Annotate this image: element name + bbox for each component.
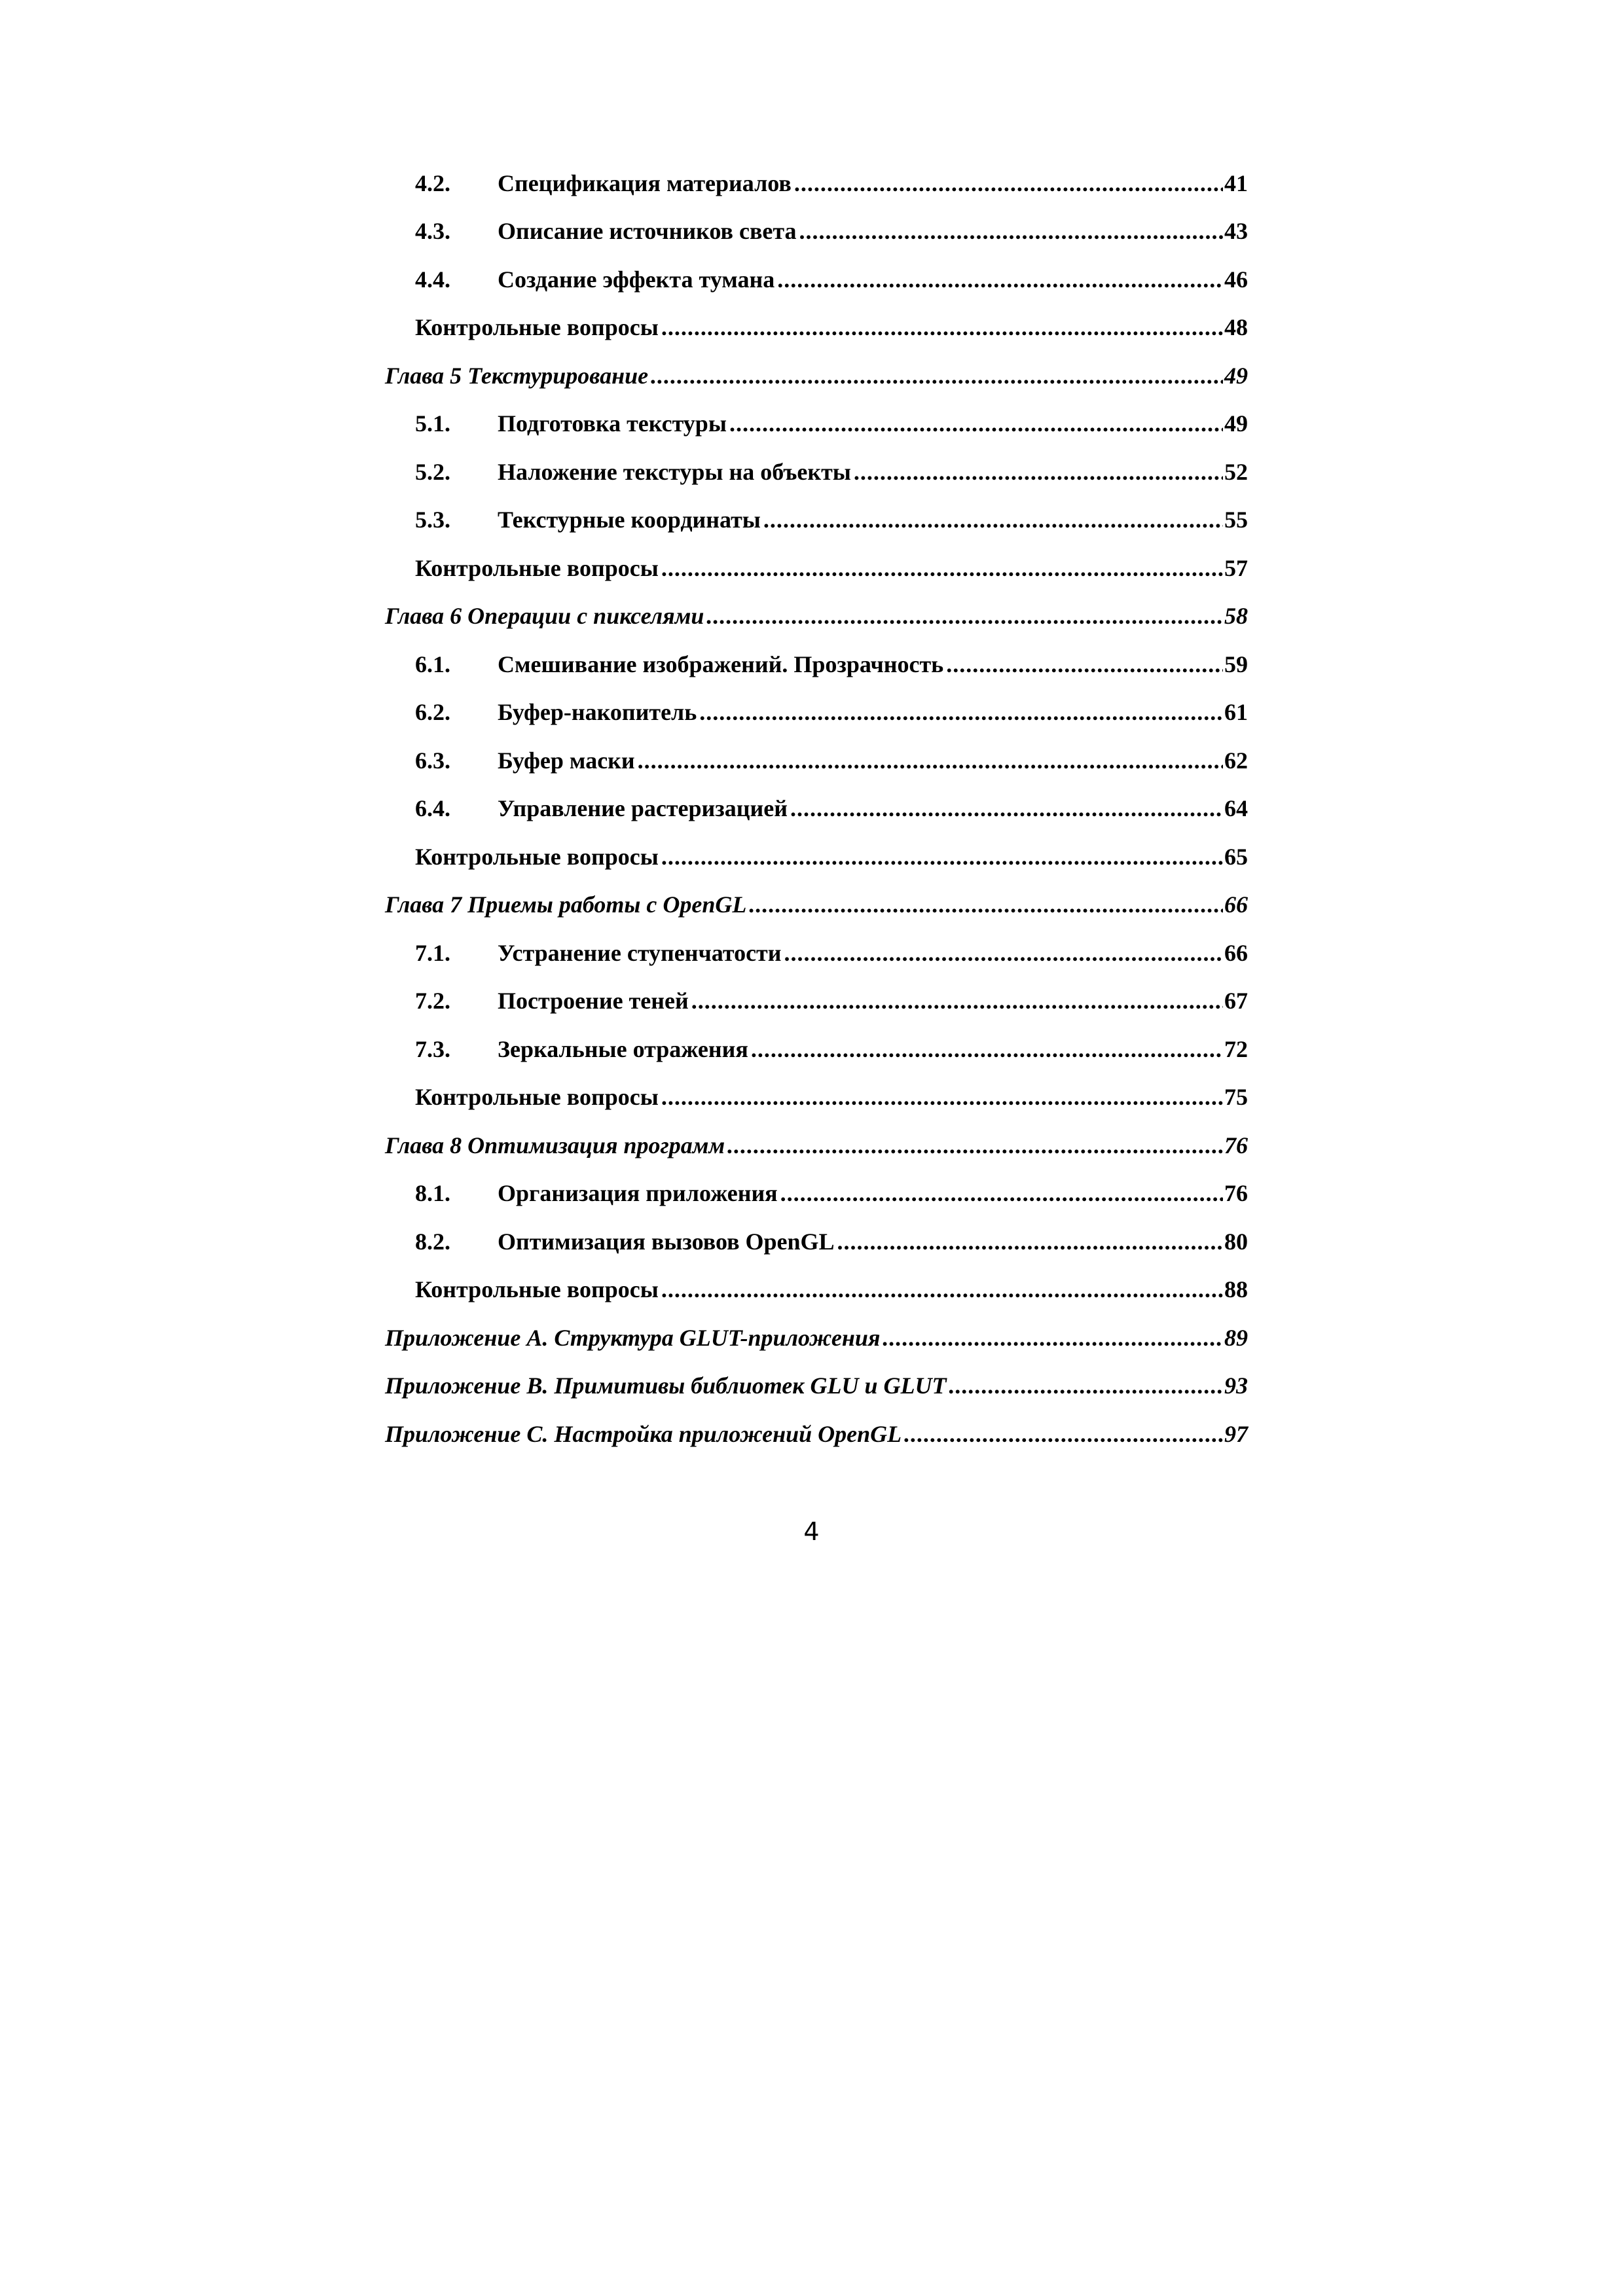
- toc-entry-title: Глава 7 Приемы работы с OpenGL: [385, 891, 747, 918]
- toc-entry-title: Контрольные вопросы: [415, 843, 659, 870]
- toc-entry-line: [385, 1278, 1248, 1305]
- toc-section-number: 4.2.: [415, 170, 450, 196]
- toc-entry-line: [385, 653, 1248, 680]
- dot-leader: [661, 556, 1223, 580]
- toc-page-number: 88: [1224, 1276, 1248, 1302]
- dot-leader: [638, 749, 1223, 772]
- toc-page-number: 72: [1224, 1035, 1248, 1062]
- toc-section-entry[interactable]: [385, 488, 1248, 536]
- toc-entry-line: [385, 797, 1248, 824]
- toc-page-number: 43: [1224, 218, 1248, 244]
- toc-entry-title: Контрольные вопросы: [415, 314, 659, 340]
- toc-page-number: 46: [1224, 266, 1248, 293]
- toc-page-number: 62: [1224, 747, 1248, 774]
- toc-entry-title: Контрольные вопросы: [415, 1276, 659, 1302]
- toc-page-number: 49: [1224, 410, 1248, 437]
- toc-entry-line: [385, 1374, 1248, 1401]
- toc-page-number: 58: [1224, 603, 1248, 629]
- toc-section-number: 8.2.: [415, 1228, 450, 1255]
- toc-section-entry[interactable]: [385, 199, 1248, 247]
- toc-page-number: 66: [1224, 891, 1248, 918]
- toc-section-number: 5.2.: [415, 458, 450, 485]
- toc-section-number: 5.1.: [415, 410, 450, 437]
- toc-entry-title: Создание эффекта тумана: [498, 266, 775, 293]
- toc-entry-line: [385, 268, 1248, 295]
- toc-page-number: 57: [1224, 554, 1248, 581]
- toc-page-number: 61: [1224, 699, 1248, 725]
- dot-leader: [661, 1278, 1223, 1301]
- toc-page-number: 67: [1224, 988, 1248, 1014]
- dot-leader: [904, 1422, 1223, 1446]
- dot-leader: [763, 508, 1223, 531]
- toc-entry-title: Буфер-накопитель: [498, 699, 697, 725]
- page-number: 4: [803, 1517, 820, 1546]
- toc-section-entry[interactable]: [385, 776, 1248, 825]
- toc-section-entry[interactable]: [385, 439, 1248, 488]
- toc-entry-line: [385, 893, 1248, 920]
- toc-page-number: 89: [1224, 1324, 1248, 1351]
- toc-page-number: 66: [1224, 939, 1248, 966]
- toc-review-entry[interactable]: [385, 1257, 1248, 1306]
- toc-section-entry[interactable]: [385, 680, 1248, 728]
- toc-entry-title: Глава 6 Операции с пикселями: [385, 603, 704, 629]
- toc-section-entry[interactable]: [385, 1161, 1248, 1210]
- toc-entry-title: Зеркальные отражения: [498, 1035, 748, 1062]
- toc-chapter-entry[interactable]: [385, 1401, 1248, 1450]
- toc-entry-line: [385, 989, 1248, 1016]
- toc-entry-title: Смешивание изображений. Прозрачность: [498, 651, 944, 677]
- toc-entry-title: Подготовка текстуры: [498, 410, 727, 437]
- toc-entry-line: [385, 1181, 1248, 1209]
- toc-page-number: 76: [1224, 1132, 1248, 1158]
- dot-leader: [949, 1374, 1223, 1397]
- dot-leader: [661, 1085, 1223, 1109]
- toc-entry-line: [385, 171, 1248, 199]
- toc-chapter-entry[interactable]: [385, 584, 1248, 632]
- toc-page-number: 65: [1224, 843, 1248, 870]
- toc-section-entry[interactable]: [385, 1209, 1248, 1257]
- dot-leader: [883, 1326, 1223, 1350]
- toc-entry-line: [385, 941, 1248, 969]
- toc-review-entry[interactable]: [385, 1065, 1248, 1113]
- dot-leader: [837, 1230, 1223, 1253]
- toc-section-number: 8.1.: [415, 1180, 450, 1206]
- toc-section-number: 6.2.: [415, 699, 450, 725]
- toc-entry-line: [385, 460, 1248, 488]
- toc-entry-title: Глава 5 Текстурирование: [385, 362, 649, 389]
- toc-section-entry[interactable]: [385, 920, 1248, 969]
- toc-entry-line: [385, 1422, 1248, 1450]
- dot-leader: [799, 219, 1224, 243]
- table-of-contents: [385, 151, 1248, 1450]
- dot-leader: [794, 171, 1223, 195]
- toc-review-entry[interactable]: [385, 295, 1248, 344]
- dot-leader: [784, 941, 1223, 965]
- toc-chapter-entry[interactable]: [385, 872, 1248, 921]
- dot-leader: [946, 653, 1223, 676]
- toc-entry-line: [385, 364, 1248, 391]
- toc-entry-title: Описание источников света: [498, 218, 797, 244]
- toc-entry-title: Контрольные вопросы: [415, 1084, 659, 1110]
- dot-leader: [729, 412, 1223, 435]
- toc-entry-line: [385, 1037, 1248, 1065]
- toc-section-number: 4.4.: [415, 266, 450, 293]
- toc-entry-title: Контрольные вопросы: [415, 554, 659, 581]
- toc-entry-line: [385, 315, 1248, 343]
- toc-page-number: 41: [1224, 170, 1248, 196]
- toc-entry-title: Организация приложения: [498, 1180, 778, 1206]
- toc-entry-line: [385, 700, 1248, 728]
- toc-page-number: 80: [1224, 1228, 1248, 1255]
- toc-section-entry[interactable]: [385, 969, 1248, 1017]
- toc-entry-line: [385, 219, 1248, 247]
- toc-section-entry[interactable]: [385, 728, 1248, 776]
- toc-entry-title: Текстурные координаты: [498, 507, 761, 533]
- toc-entry-line: [385, 1085, 1248, 1113]
- toc-chapter-entry[interactable]: [385, 1354, 1248, 1402]
- dot-leader: [651, 364, 1223, 387]
- toc-entry-title: Приложение C. Настройка приложений OpenGL: [385, 1420, 902, 1447]
- toc-entry-line: [385, 508, 1248, 535]
- dot-leader: [777, 268, 1223, 291]
- dot-leader: [699, 700, 1223, 724]
- toc-entry-title: Построение теней: [498, 988, 689, 1014]
- dot-leader: [751, 1037, 1223, 1061]
- toc-page-number: 76: [1224, 1180, 1248, 1206]
- toc-section-number: 6.1.: [415, 651, 450, 677]
- toc-section-number: 7.3.: [415, 1035, 450, 1062]
- toc-page-number: 97: [1224, 1420, 1248, 1447]
- toc-page-number: 75: [1224, 1084, 1248, 1110]
- toc-page-number: 59: [1224, 651, 1248, 677]
- toc-section-number: 5.3.: [415, 507, 450, 533]
- dot-leader: [661, 315, 1223, 339]
- toc-section-number: 7.2.: [415, 988, 450, 1014]
- toc-entry-title: Приложение B. Примитивы библиотек GLU и GLUT: [385, 1372, 947, 1399]
- toc-entry-title: Устранение ступенчатости: [498, 939, 782, 966]
- toc-entry-title: Приложение A. Структура GLUT-приложения: [385, 1324, 881, 1351]
- dot-leader: [780, 1181, 1223, 1205]
- toc-entry-title: Наложение текстуры на объекты: [498, 458, 851, 485]
- toc-section-number: 4.3.: [415, 218, 450, 244]
- dot-leader: [854, 460, 1223, 484]
- toc-review-entry[interactable]: [385, 535, 1248, 584]
- toc-page-number: 48: [1224, 314, 1248, 340]
- toc-chapter-entry[interactable]: [385, 1113, 1248, 1161]
- toc-entry-line: [385, 1326, 1248, 1354]
- toc-section-entry[interactable]: [385, 632, 1248, 680]
- toc-entry-title: Спецификация материалов: [498, 170, 792, 196]
- toc-entry-line: [385, 1134, 1248, 1161]
- toc-entry-line: [385, 845, 1248, 872]
- toc-entry-line: [385, 1230, 1248, 1257]
- toc-entry-title: Оптимизация вызовов OpenGL: [498, 1228, 835, 1255]
- dot-leader: [706, 604, 1223, 628]
- dot-leader: [727, 1134, 1223, 1157]
- toc-entry-line: [385, 556, 1248, 584]
- toc-entry-title: Управление растеризацией: [498, 795, 788, 821]
- toc-section-entry[interactable]: [385, 1016, 1248, 1065]
- toc-chapter-entry[interactable]: [385, 343, 1248, 391]
- toc-section-entry[interactable]: [385, 151, 1248, 199]
- toc-entry-title: Глава 8 Оптимизация программ: [385, 1132, 725, 1158]
- toc-page-number: 55: [1224, 507, 1248, 533]
- toc-chapter-entry[interactable]: [385, 1305, 1248, 1354]
- toc-section-number: 6.4.: [415, 795, 450, 821]
- toc-entry-title: Буфер маски: [498, 747, 635, 774]
- toc-entry-line: [385, 749, 1248, 776]
- toc-page-number: 93: [1224, 1372, 1248, 1399]
- toc-page-number: 64: [1224, 795, 1248, 821]
- dot-leader: [661, 845, 1223, 869]
- toc-section-number: 6.3.: [415, 747, 450, 774]
- toc-review-entry[interactable]: [385, 824, 1248, 872]
- dot-leader: [790, 797, 1223, 820]
- dot-leader: [749, 893, 1223, 916]
- toc-entry-line: [385, 604, 1248, 632]
- toc-section-entry[interactable]: [385, 247, 1248, 295]
- toc-page-number: 49: [1224, 362, 1248, 389]
- toc-page-number: 52: [1224, 458, 1248, 485]
- dot-leader: [691, 989, 1223, 1013]
- toc-section-number: 7.1.: [415, 939, 450, 966]
- toc-section-entry[interactable]: [385, 391, 1248, 440]
- toc-entry-line: [385, 412, 1248, 439]
